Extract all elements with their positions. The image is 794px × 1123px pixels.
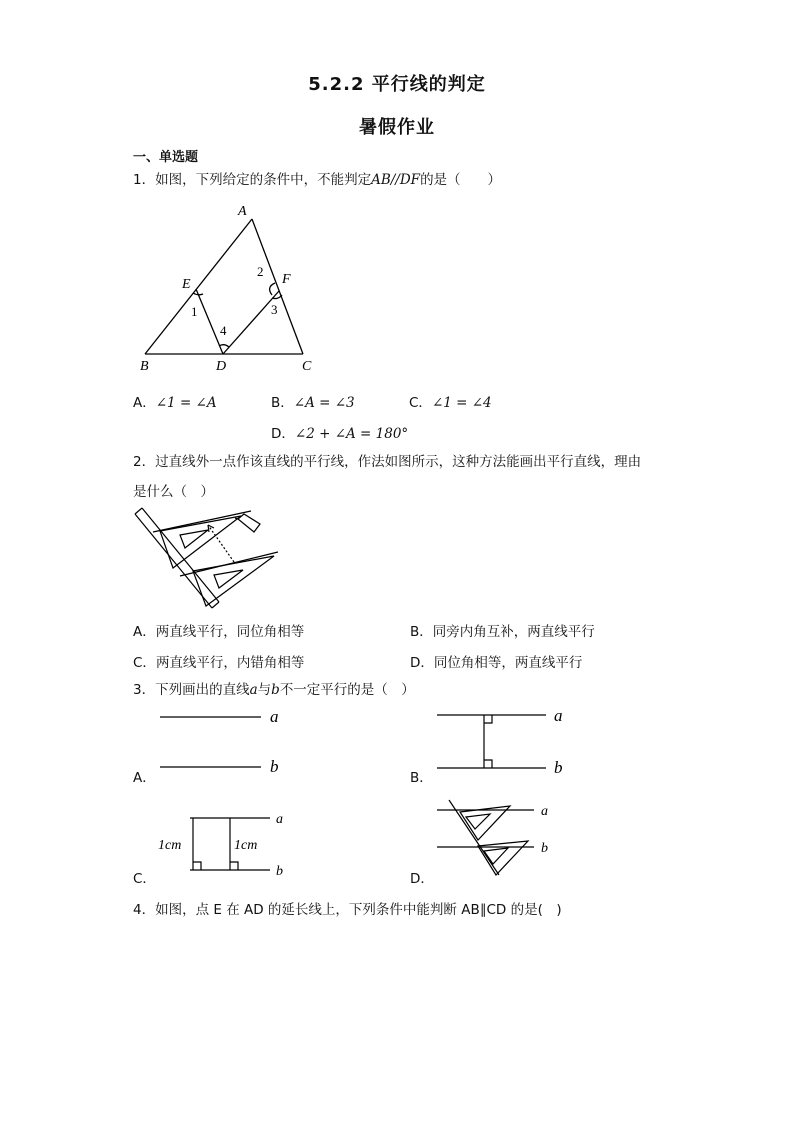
question-3-mid: 与 [257, 682, 272, 698]
q3-c-dist-2: 1cm [234, 838, 258, 853]
q3-d-label-b: b [541, 841, 548, 856]
option-label: C． [133, 655, 156, 671]
section-heading: 一、单选题 [133, 150, 199, 165]
question-1-prefix: 1．如图，下列给定的条件中，不能判定 [133, 172, 372, 188]
label-F: F [282, 272, 291, 287]
option-text: 两直线平行，同位角相等 [155, 624, 305, 640]
page-title: 5.2.2 平行线的判定 [308, 74, 486, 95]
option-label: B． [271, 395, 294, 411]
q3-c-label-b: b [276, 864, 283, 879]
option-text: ∠1 = ∠4 [431, 395, 492, 411]
label-3: 3 [271, 302, 278, 317]
label-4: 4 [220, 323, 227, 338]
q3-option-a[interactable]: A． [133, 770, 156, 786]
option-label: A． [133, 395, 156, 411]
label-A: A [238, 204, 247, 219]
q3-b-label-b: b [554, 758, 563, 777]
option-text: 同旁内角互补，两直线平行 [432, 624, 595, 640]
question-3-var-b: b [271, 682, 280, 698]
option-text: ∠2 + ∠A = 180° [294, 426, 409, 442]
label-1: 1 [191, 304, 198, 319]
q3-a-label-a: a [270, 707, 279, 726]
option-label: D． [410, 655, 434, 671]
q3-d-label-a: a [541, 804, 548, 819]
label-D: D [216, 359, 227, 374]
option-label: D． [271, 426, 295, 442]
question-2-line1: 2．过直线外一点作该直线的平行线，作法如图所示，这种方法能画出平行直线，理由 [133, 454, 642, 470]
question-3-prefix: 3．下列画出的直线 [133, 682, 250, 698]
option-label: A． [133, 624, 156, 640]
question-1-math: AB//DF [371, 172, 421, 188]
label-2: 2 [257, 264, 264, 279]
question-1-suffix: 的是（ ） [420, 172, 502, 188]
question-4: 4．如图，点 E 在 AD 的延长线上，下列条件中能判断 AB∥CD 的是( ) [133, 902, 562, 918]
question-2-line2: 是什么（ ） [133, 484, 214, 500]
label-B: B [140, 359, 149, 374]
q3-option-b[interactable]: B． [410, 770, 433, 786]
question-3-suffix: 不一定平行的是（ ） [279, 682, 415, 698]
q3-c-dist-1: 1cm [158, 838, 182, 853]
q3-option-c[interactable]: C． [133, 871, 156, 887]
label-E: E [182, 277, 191, 292]
option-label: B． [410, 624, 433, 640]
option-text: 两直线平行，内错角相等 [155, 655, 305, 671]
q3-option-d[interactable]: D． [410, 871, 434, 887]
option-text: 同位角相等，两直线平行 [433, 655, 583, 671]
page-subtitle: 暑假作业 [359, 117, 435, 138]
option-text: ∠1 = ∠A [155, 395, 217, 411]
option-text: ∠A = ∠3 [293, 395, 355, 411]
q3-a-label-b: b [270, 757, 279, 776]
question-3-var-a: a [249, 682, 258, 698]
q3-b-label-a: a [554, 706, 563, 725]
option-label: C． [409, 395, 432, 411]
q3-c-label-a: a [276, 812, 283, 827]
label-C: C [302, 359, 312, 374]
